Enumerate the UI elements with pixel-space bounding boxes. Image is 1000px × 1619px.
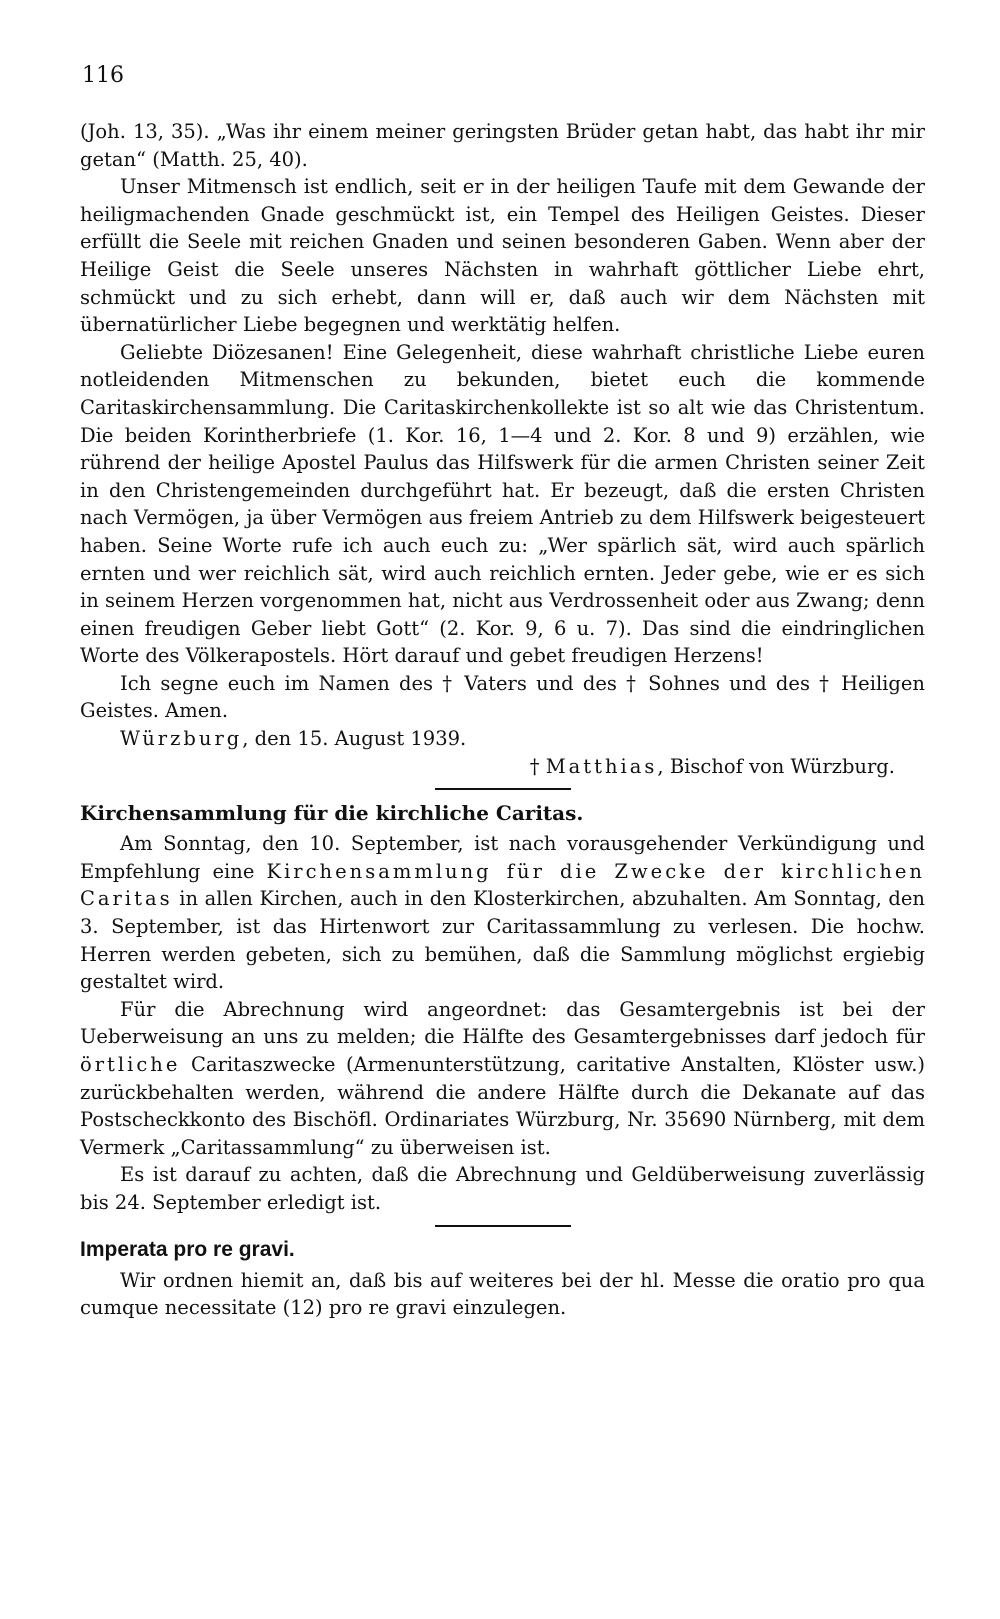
text-run: Caritaszwecke (Armenunterstützung, caritative Anstalten, Klöster usw.) zurückbehalten werden, während die andere Hälfte durch die Dekanate auf das Postscheckkonto des Bischöfl. Ordinariates Würzburg, Nr. 35690 Nürnberg, mit dem Vermerk „Caritassammlung“ zu überweisen ist. xyxy=(80,1053,925,1159)
paragraph: Unser Mitmensch ist endlich, seit er in der heiligen Taufe mit dem Gewande der heiligmachenden Gnade geschmückt ist, ein Tempel des Heiligen Geistes. Dieser erfüllt die Seele mit reichen Gnaden und seinen besonderen Gaben. Wenn aber der Heilige Geist die Seele unseres Nächsten in wahrhaft göttlicher Liebe ehrt, schmückt und zu sich erhebt, dann will er, daß auch wir dem Nächsten mit übernatürlicher Liebe begegnen und werktätig helfen. xyxy=(80,175,925,337)
paragraph: Ich segne euch im Namen des † Vaters und des † Sohnes und des † Heiligen Geistes. Amen. xyxy=(80,671,925,723)
hirtenbrief-section xyxy=(80,118,925,780)
paragraph: Wir ordnen hiemit an, daß bis auf weiteres bei der hl. Messe die oratio pro qua cumque necessitate (12) pro re gravi einzulegen. xyxy=(80,1268,925,1320)
paragraph: (Joh. 13, 35). „Was ihr einem meiner geringsten Brüder getan habt, das habt ihr mir getan“ (Matth. 25, 40). xyxy=(80,120,925,171)
dateline-date: , den 15. August 1939. xyxy=(242,727,467,751)
emphasized-text: örtliche xyxy=(80,1053,181,1076)
emphasized-text: Kirchensammlung für die Zwecke der kirchlichen Caritas xyxy=(80,859,925,911)
section-heading: Imperata pro re gravi. xyxy=(80,1237,295,1261)
text-run: Am Sonntag, den 10. September, ist nach vorausgehender Verkündigung und Empfehlung eine xyxy=(80,832,925,883)
page-number: 116 xyxy=(82,63,124,88)
dateline xyxy=(80,725,925,753)
signature-cross: † xyxy=(529,754,546,778)
section-divider xyxy=(435,788,571,790)
kirchensammlung-section xyxy=(80,798,925,1216)
text-run: Für die Abrechnung wird angeordnet: das Gesamtergebnis ist bei der Ueberweisung an uns zu melden; die Hälfte des Gesamtergebnisses darf jedoch für xyxy=(80,997,925,1049)
section-divider xyxy=(435,1225,571,1227)
text-run: in allen Kirchen, auch in den Klosterkirchen, abzuhalten. Am Sonntag, den 3. September, ist das Hirtenwort zur Caritassammlung zu verlesen. Die hochw. Herren werden gebeten, sich zu bemühen, daß die Sammlung möglichst ergiebig gestaltet wird. xyxy=(80,887,925,994)
paragraph xyxy=(80,830,925,996)
signature xyxy=(80,753,925,781)
paragraph: Geliebte Diözesanen! Eine Gelegenheit, diese wahrhaft christliche Liebe euren notleidenden Mitmenschen zu bekunden, bietet euch die kommende Caritaskirchensammlung. Die Caritaskirchenkollekte ist so alt wie das Christentum. Die beiden Korintherbriefe (1. Kor. 16, 1—4 und 2. Kor. 8 und 9) erzählen, wie rührend der heilige Apostel Paulus das Hilfswerk für die armen Christen seiner Zeit in den Christengemeinden durchgeführt hat. Er bezeugt, daß die ersten Christen nach Vermögen, ja über Vermögen aus freiem Antrieb zu dem Hilfswerk beigesteuert haben. Seine Worte rufe ich auch euch zu: „Wer spärlich sät, wird auch spärlich ernten und wer reichlich sät, wird auch reichlich ernten. Jeder gebe, wie er es sich in seinem Herzen vorgenommen hat, nicht aus Verdrossenheit oder aus Zwang; denn einen freudigen Geber liebt Gott“ (2. Kor. 9, 6 u. 7). Das sind die eindringlichen Worte des Völkerapostels. Hört darauf und gebet freudigen Herzens! xyxy=(80,340,925,668)
dateline-place: Würzburg xyxy=(120,727,243,751)
paragraph xyxy=(80,996,925,1162)
imperata-section xyxy=(80,1235,925,1322)
signature-name: Matthias xyxy=(545,754,658,778)
paragraph: Es ist darauf zu achten, daß die Abrechnung und Geldüberweisung zuverlässig bis 24. September erledigt ist. xyxy=(80,1163,925,1214)
signature-title: , Bischof von Würzburg. xyxy=(657,754,895,778)
document-page xyxy=(80,62,925,1322)
section-heading: Kirchensammlung für die kirchliche Caritas. xyxy=(80,801,584,826)
